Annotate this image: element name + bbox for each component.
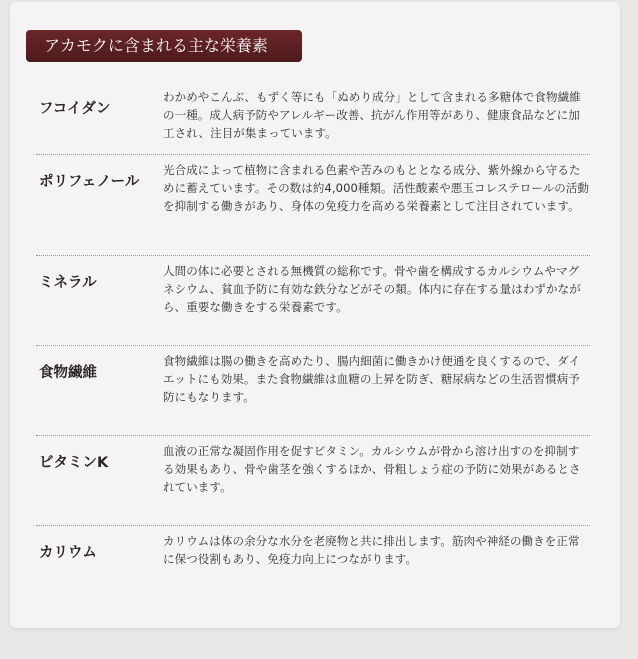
nutrient-description: カリウムは体の余分な水分を老廃物と共に排出します。筋肉や神経の働きを正常に保つ役割もあり、免疫力向上につながります。 [163, 534, 580, 566]
nutrient-row-vitamin-k [36, 436, 590, 526]
nutrient-row-dietary-fiber [36, 346, 590, 436]
nutrient-name: 食物繊維 [39, 365, 97, 381]
nutrient-name: カリウム [39, 545, 97, 561]
nutrient-description: 人間の体に必要とされる無機質の総称です。骨や歯を構成するカルシウムやマグネシウム、貧血予防に有効な鉄分などがその類。体内に存在する量はわずかながら、重要な働きをする栄養素です。 [163, 264, 581, 314]
nutrient-name: フコイダン [39, 101, 111, 117]
section-heading: アカモクに含まれる主な栄養素 [26, 30, 302, 62]
nutrient-row-potassium [36, 526, 590, 606]
nutrient-row-mineral [36, 256, 590, 346]
nutrient-name: ビタミンK [39, 455, 109, 471]
nutrient-row-polyphenol [36, 155, 590, 256]
nutrient-name: ポリフェノール [39, 174, 140, 190]
nutrient-description: 食物繊維は腸の働きを高めたり、腸内細菌に働きかけ便通を良くするので、ダイエットにも効果。また食物繊維は血糖の上昇を防ぎ、糖尿病などの生活習慣病予防にもなります。 [163, 354, 581, 404]
nutrient-description: 光合成によって植物に含まれる色素や苦みのもととなる成分、紫外線から守るために蓄えています。その数は約4,000種類。活性酸素や悪玉コレステロールの活動を抑制する働きがあり、身体の免疫力を高める栄養素として注目されています。 [163, 163, 590, 213]
nutrient-description: わかめやこんぶ、もずく等にも「ぬめり成分」として含まれる多糖体で食物繊維の一種。成人病予防やアレルギー改善、抗がん作用等があり、健康食品などに加工され、注目が集まっています。 [163, 90, 581, 140]
nutrient-list [36, 82, 590, 606]
nutrient-row-fucoidan [36, 82, 590, 155]
nutrient-description: 血液の正常な凝固作用を促すビタミン。カルシウムが骨から溶け出すのを抑制する効果もあり、骨や歯茎を強くするほか、骨粗しょう症の予防に効果があるとされています。 [163, 444, 581, 494]
nutrient-name: ミネラル [39, 275, 97, 291]
nutrients-card [10, 2, 620, 628]
